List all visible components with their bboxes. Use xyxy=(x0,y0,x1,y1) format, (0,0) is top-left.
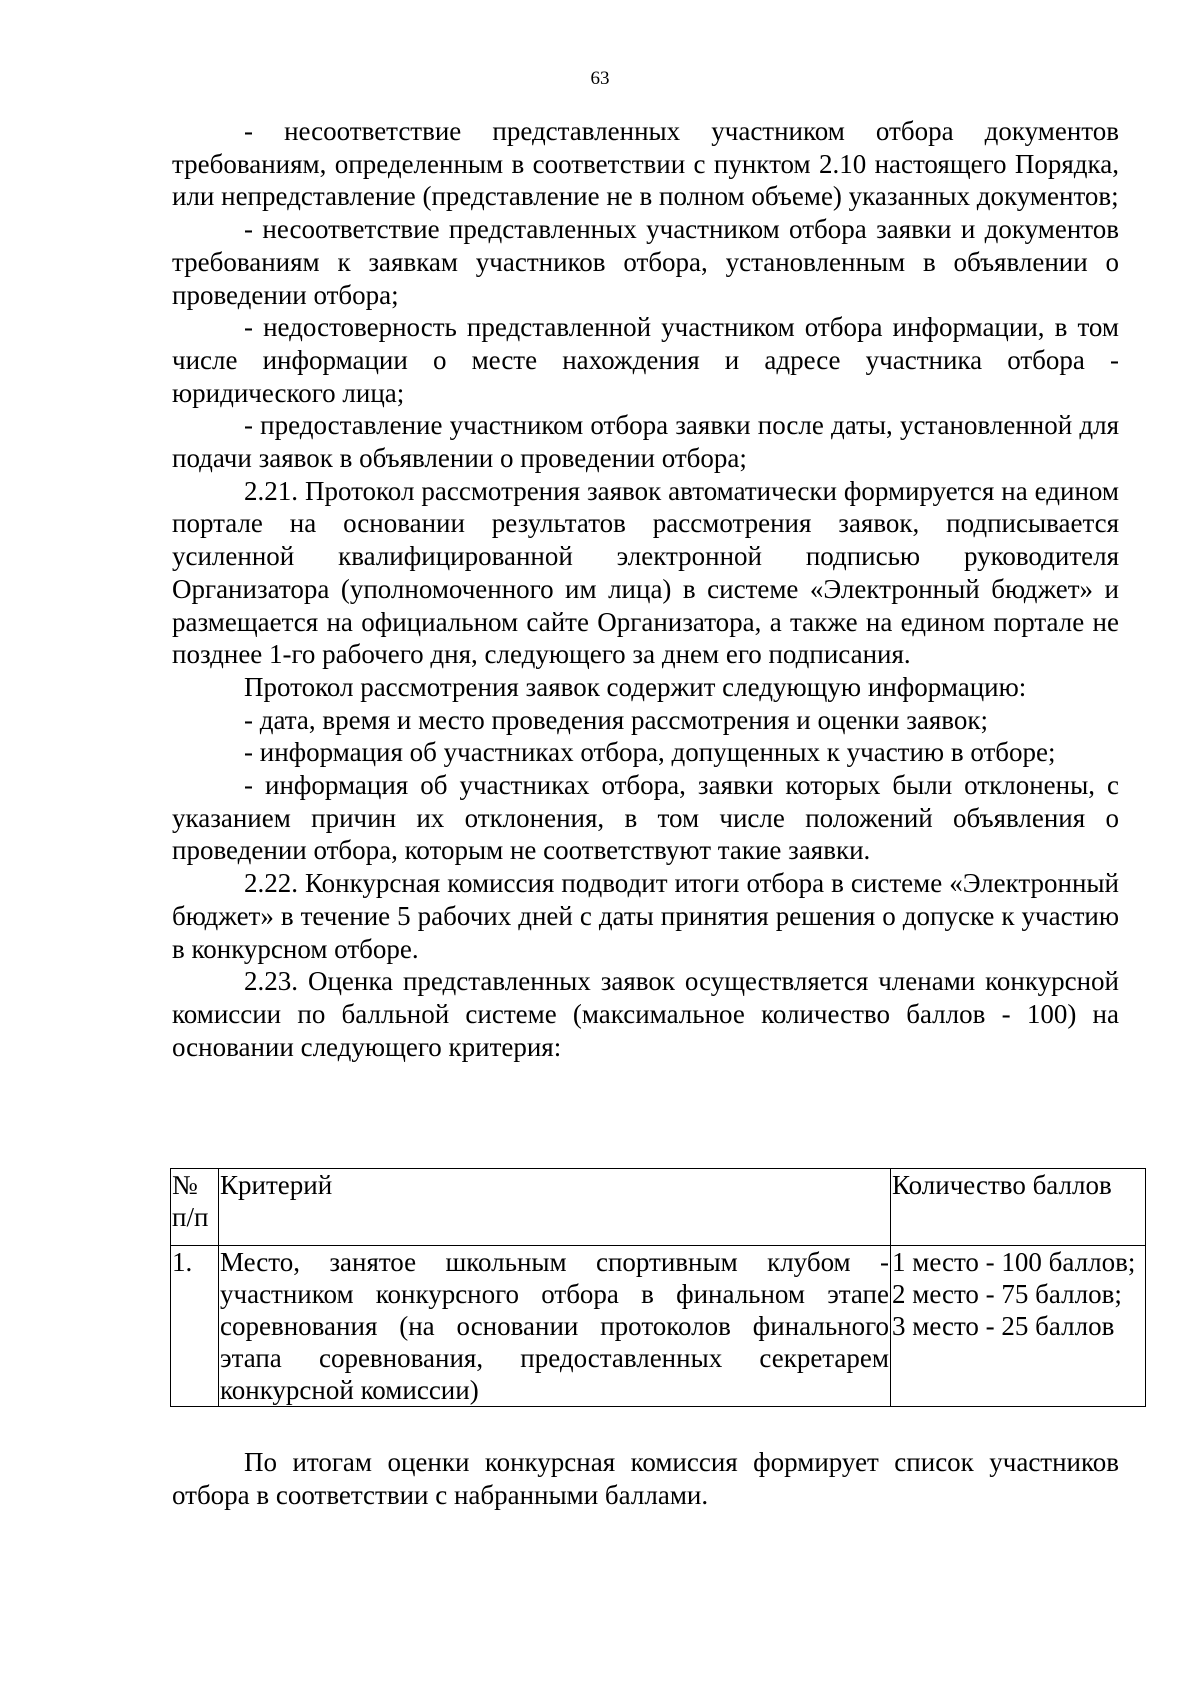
paragraph-protocol-item-rejected: - информация об участниках отбора, заявки которых были отклонены, с указанием причин их отклонения, в том числе положений объявления о проведении отбора, которым не соответствуют такие заявки. xyxy=(172,770,1119,866)
criteria-table xyxy=(170,1168,1146,1407)
paragraph-clause-2-21: 2.21. Протокол рассмотрения заявок автоматически формируется на едином портале на основании результатов рассмотрения заявок, подписывается усиленной квалифицированной электронной подписью руководителя Организатора (уполномоченного им лица) в системе «Электронный бюджет» и размещается на официальном сайте Организатора, а также на едином портале не позднее 1-го рабочего дня, следующего за днем его подписания. xyxy=(172,475,1119,670)
paragraph-protocol-item-admitted: - информация об участниках отбора, допущенных к участию в отборе; xyxy=(244,737,1056,768)
paragraph-rejection-reason-late: - предоставление участником отбора заявки после даты, установленной для подачи заявок в объявлении о проведении отбора; xyxy=(172,410,1119,474)
cell-points xyxy=(891,1246,1146,1407)
paragraph-clause-2-22: 2.22. Конкурсная комиссия подводит итоги отбора в системе «Электронный бюджет» в течение 5 рабочих дней с даты принятия решения о допуске к участию в конкурсном отборе. xyxy=(172,868,1119,964)
closing-section xyxy=(172,1446,1119,1511)
paragraph-clause-2-23: 2.23. Оценка представленных заявок осуществляется членами конкурсной комиссии по балльной системе (максимальное количество баллов - 100) на основании следующего критерия: xyxy=(172,966,1119,1062)
cell-number: 1. xyxy=(171,1246,219,1407)
points-first-place: 1 место - 100 баллов; xyxy=(892,1247,1136,1277)
header-number: № п/п xyxy=(171,1169,219,1246)
paragraph-rejection-reason-application: - несоответствие представленных участником отбора заявки и документов требованиям к заявкам участников отбора, установленным в объявлении о проведении отбора; xyxy=(172,214,1119,310)
paragraph-rejection-reason-unreliable: - недостоверность представленной участником отбора информации, в том числе информации о месте нахождения и адресе участника отбора - юридического лица; xyxy=(172,312,1119,408)
paragraph-protocol-item-date: - дата, время и место проведения рассмотрения и оценки заявок; xyxy=(244,704,988,735)
header-criterion: Критерий xyxy=(219,1169,891,1246)
table-header-row xyxy=(171,1169,1146,1246)
points-third-place: 3 место - 25 баллов xyxy=(892,1311,1115,1341)
paragraph-closing: По итогам оценки конкурсная комиссия формирует список участников отбора в соответствии с набранными баллами. xyxy=(172,1447,1119,1510)
document-body xyxy=(172,115,1119,1063)
table-row xyxy=(171,1246,1146,1407)
points-second-place: 2 место - 75 баллов; xyxy=(892,1279,1122,1309)
header-points: Количество баллов xyxy=(891,1169,1146,1246)
page-number: 63 xyxy=(590,68,610,89)
cell-criterion: Место, занятое школьным спортивным клубом - участником конкурсного отбора в финальном этапе соревнования (на основании протоколов финального этапа соревнования, предоставленных секретарем конкурсной комиссии) xyxy=(220,1247,889,1405)
paragraph-rejection-reason-documents: - несоответствие представленных участником отбора документов требованиям, определенным в соответствии с пунктом 2.10 настоящего Порядка, или непредставление (представление не в полном объеме) указанных документов; xyxy=(172,116,1119,212)
paragraph-protocol-contents: Протокол рассмотрения заявок содержит следующую информацию: xyxy=(244,671,1027,702)
